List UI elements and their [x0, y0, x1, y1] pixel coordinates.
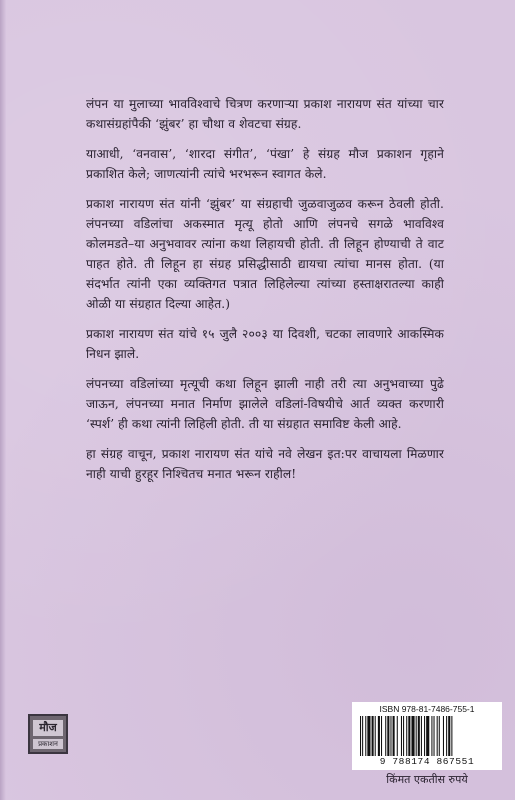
publisher-logo	[28, 714, 68, 754]
barcode-bar	[434, 716, 435, 756]
barcode-bar	[411, 716, 414, 756]
barcode-bar	[403, 716, 404, 756]
barcode-bar	[439, 716, 440, 756]
spine-edge	[0, 0, 6, 800]
barcode-bar	[385, 716, 386, 756]
barcode-bar	[443, 716, 444, 756]
publisher-logo-bottom: प्रकाशन	[33, 739, 63, 749]
barcode-bar	[387, 716, 389, 756]
barcode-bar	[426, 716, 429, 756]
price-label: किंमत एकतीस रुपये	[386, 773, 468, 786]
barcode-bar	[362, 716, 363, 756]
barcode-bar	[365, 716, 366, 756]
barcode-bar	[421, 716, 422, 756]
isbn-label: ISBN 978-81-7486-755-1	[379, 704, 475, 714]
barcode-bar	[406, 716, 407, 756]
barcode-bar	[397, 716, 398, 756]
blurb-paragraph: प्रकाश नारायण संत यांचे १५ जुलै २००३ या दिवशी, चटका लावणारे आकस्मिक निधन झाले.	[86, 327, 444, 361]
blurb-paragraph: लंपनच्या वडिलांच्या मृत्यूची कथा लिहून झाली नाही तरी त्या अनुभवाच्या पुढे जाऊन, लंपनच्या मनात निर्माण झालेले वडिलां-विषयीचे आर्त व्यक्त करणारी ‘स्पर्श’ ही कथा त्यांनी लिहिली होती. ती या संग्रहात समाविष्ट केली आहे.	[86, 377, 444, 431]
barcode-bar	[431, 716, 432, 756]
barcode-bar	[390, 716, 391, 756]
barcode-bar	[416, 716, 417, 756]
barcode-bar	[393, 716, 395, 756]
barcode-bar	[367, 716, 370, 756]
barcode-bar	[401, 716, 402, 756]
barcode-bar	[446, 716, 447, 756]
barcode-bars	[358, 716, 496, 756]
barcode-bar	[408, 716, 410, 756]
back-cover-blurb	[86, 94, 444, 494]
barcode-bar	[378, 716, 380, 756]
blurb-paragraph: प्रकाश नारायण संत यांनी ‘झुंबर’ या संग्रहाची जुळवाजुळव करून ठेवली होती. लंपनच्या वडिलांचा अकस्मात मृत्यू होतो आणि लंपनचे सगळे भावविश्व कोलमडते–या अनुभवावर त्यांना कथा लिहायची होती. ती लिहून होण्याची ते वाट पाहत होते. ती लिहून हा संग्रह प्रसिद्धीसाठी द्यायचा त्यांचा मानस होता. (या संदर्भात त्यांनी एका व्यक्तिगत पत्रात लिहिलेल्या त्यांच्या हस्ताक्षरातल्या काही ओळी या संग्रहात दिल्या आहेत.)	[86, 197, 444, 311]
barcode-bar	[360, 716, 361, 756]
publisher-logo-top: मौज	[33, 720, 63, 736]
barcode-bar	[424, 716, 425, 756]
isbn-barcode	[352, 702, 502, 770]
blurb-paragraph: लंपन या मुलाच्या भावविश्वाचे चित्रण करणाऱ्या प्रकाश नारायण संत यांच्या चार कथासंग्रहांपैकी ‘झुंबर’ हा चौथा व शेवटचा संग्रह.	[86, 97, 444, 131]
barcode-bar	[451, 716, 452, 756]
barcode-digits: 9 788174 867551	[379, 756, 475, 767]
blurb-paragraph: हा संग्रह वाचून, प्रकाश नारायण संत यांचे नवे लेखन इत:पर वाचायला मिळणार नाही याची हुरहूर निश्चितच मनात भरून राहील!	[86, 447, 444, 481]
barcode-bar	[448, 716, 450, 756]
barcode-bar	[372, 716, 374, 756]
blurb-paragraph: याआधी, ‘वनवास’, ‘शारदा संगीत’, ‘पंखा’ हे संग्रह मौज प्रकाशन गृहाने प्रकाशित केले; जाणत्यांनी त्यांचे भरभरून स्वागत केले.	[86, 147, 444, 181]
barcode-bar	[381, 716, 382, 756]
barcode-bar	[437, 716, 438, 756]
barcode-bar	[418, 716, 420, 756]
barcode-bar	[375, 716, 376, 756]
